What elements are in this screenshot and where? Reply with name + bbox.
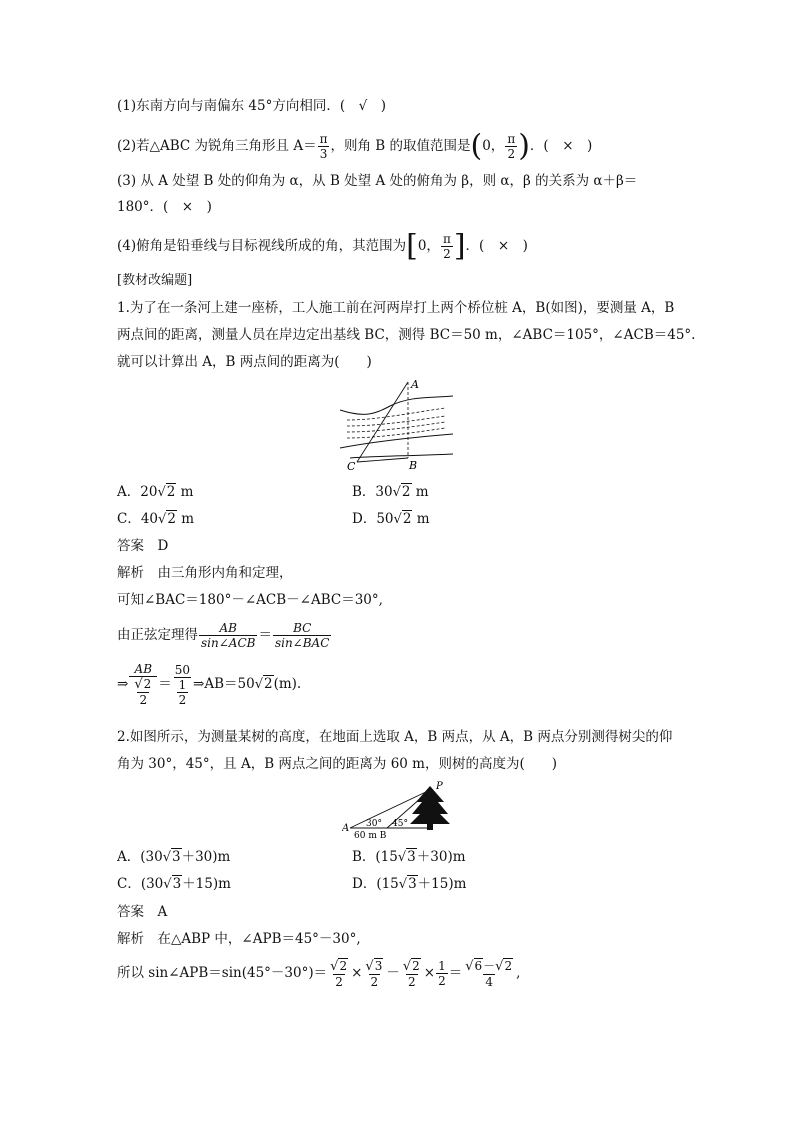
- sqrt: √2: [158, 511, 176, 527]
- open-paren: (: [470, 128, 483, 164]
- radicand: 3: [172, 849, 181, 865]
- frac-num: AB: [219, 621, 237, 635]
- analysis-text: 由正弦定理得: [117, 627, 198, 643]
- frac-den: 2: [335, 974, 343, 989]
- option-suffix: ＋30)m: [181, 849, 231, 865]
- fraction-ab-over-sqrt2-2: [129, 662, 157, 707]
- fig-label-a: A: [411, 378, 419, 391]
- minus-sign: －: [386, 965, 400, 981]
- sqrt: √3: [365, 958, 383, 974]
- times-sign: ×: [423, 965, 436, 981]
- q2-option-c[interactable]: [117, 874, 231, 895]
- frac-num: π: [507, 132, 516, 146]
- radicand: 2: [167, 511, 176, 527]
- option-suffix: m: [411, 484, 429, 500]
- judgment-4-text: (4)俯角是铅垂线与目标视线所成的角，其范围为: [117, 238, 407, 254]
- frac-den: 2: [370, 974, 379, 989]
- frac-den: 3: [319, 147, 328, 161]
- fig-label-c: C: [347, 460, 356, 472]
- frac-num: BC: [293, 621, 312, 635]
- radicand: 2: [504, 958, 513, 973]
- fig-label-b: B: [409, 459, 418, 472]
- frac-den: 2: [139, 693, 148, 707]
- q2-analysis-2: [117, 956, 520, 990]
- tree-icon: [410, 786, 450, 824]
- judgment-2: [117, 128, 593, 164]
- fig-label-a: A: [342, 823, 350, 834]
- radicand: 2: [402, 511, 412, 527]
- option-suffix: ＋30)m: [416, 849, 466, 865]
- fraction-sqrt3-over-2: [363, 959, 385, 989]
- q2-option-b[interactable]: [352, 847, 466, 868]
- tree-height-figure: [342, 780, 452, 840]
- inner-fraction: [132, 677, 154, 707]
- frac-num: [401, 959, 423, 974]
- sqrt: √2: [392, 484, 411, 500]
- judgment-4-interval-start: 0，: [417, 238, 440, 254]
- judgment-2-mark: ．( × ): [529, 138, 593, 154]
- sqrt: √2: [495, 958, 513, 974]
- option-prefix: D．50: [352, 511, 394, 527]
- option-suffix: m: [412, 511, 430, 527]
- q1-analysis-4: [117, 662, 301, 707]
- option-prefix: B．30: [352, 484, 393, 500]
- radicand: 2: [264, 676, 273, 692]
- option-prefix: C．40: [117, 511, 159, 527]
- q2-analysis-1: 解析 在△ABP 中，∠APB＝45°－30°,: [117, 931, 361, 947]
- radicand: 2: [412, 958, 420, 973]
- frac-num: 1: [178, 677, 187, 692]
- q1-option-b[interactable]: [352, 482, 429, 503]
- judgment-4: [117, 228, 528, 264]
- frac-den: [174, 677, 192, 707]
- judgment-3-line2: 180°．( × ): [117, 199, 212, 215]
- q1-line3: 就可以计算出 A，B 两点间的距离为( ): [117, 354, 372, 370]
- fraction-sqrt2-over-2: [401, 959, 423, 989]
- option-prefix: B．(15: [352, 849, 398, 865]
- q1-option-d[interactable]: [352, 509, 430, 530]
- sqrt: √3: [398, 876, 417, 892]
- q1-line2: 两点间的距离，测量人员在岸边定出基线 BC，测得 BC＝50 m，∠ABC＝105°，∠ACB＝45°.: [117, 327, 696, 343]
- frac-den: sin∠ACB: [201, 636, 256, 650]
- frac-num: [132, 677, 154, 692]
- judgment-2-text-a: (2)若△ABC 为锐角三角形且 A＝: [117, 138, 317, 154]
- option-prefix: A．(30: [117, 849, 163, 865]
- sqrt: √2: [157, 484, 176, 500]
- sqrt: √3: [397, 849, 416, 865]
- option-prefix: A．20: [117, 484, 158, 500]
- q1-analysis-2: 可知∠BAC＝180°－∠ACB－∠ABC＝30°,: [117, 592, 383, 608]
- frac-den: 2: [178, 692, 187, 707]
- angle-45-label: 45°: [392, 819, 408, 829]
- radicand: 2: [166, 484, 176, 500]
- q2-line1: 2.如图所示，为测量某树的高度，在地面上选取 A，B 两点，从 A，B 两点分别测得树尖的仰: [117, 729, 673, 745]
- q1-answer: 答案 D: [117, 538, 169, 554]
- frac-num: [328, 959, 350, 974]
- fraction-1-over-2: [436, 959, 448, 988]
- frac-num: [463, 959, 515, 974]
- equals: ＝: [448, 965, 463, 981]
- radicand: 3: [407, 849, 416, 865]
- judgment-2-interval-start: 0，: [482, 138, 505, 154]
- option-prefix: D．(15: [352, 876, 399, 892]
- q2-option-d[interactable]: [352, 874, 466, 895]
- q2-line2: 角为 30°，45°，且 A，B 两点之间的距离为 60 m，则树的高度为( ): [117, 756, 557, 772]
- result-unit: (m).: [273, 676, 302, 692]
- river-bridge-figure: [335, 376, 460, 472]
- radicand: 2: [339, 958, 348, 973]
- option-suffix: ＋15)m: [417, 876, 467, 892]
- frac-num: π: [319, 132, 328, 146]
- fraction-ab-sin-acb: [199, 621, 257, 650]
- judgment-3-line1: (3) 从 A 处望 B 处的仰角为 α，从 B 处望 A 处的俯角为 β，则 α，β 的关系为 α＋β＝: [117, 173, 638, 189]
- angle-30-label: 30°: [366, 819, 382, 829]
- sqrt: √2: [393, 511, 412, 527]
- minus-sign: －: [483, 958, 496, 973]
- sqrt: √2: [330, 958, 348, 974]
- q2-answer: 答案 A: [117, 904, 168, 920]
- radicand: 6: [474, 958, 483, 973]
- times-sign: ×: [351, 965, 363, 981]
- q1-analysis-3: [117, 620, 332, 650]
- judgment-1: (1)东南方向与南偏东 45°方向相同．( √ ): [117, 98, 386, 114]
- sqrt: √3: [162, 849, 181, 865]
- sqrt: √2: [134, 677, 152, 692]
- fraction-50-over-half: [173, 663, 192, 707]
- equals: ＝: [158, 676, 172, 692]
- frac-den: [129, 676, 157, 707]
- frac-num: 1: [438, 959, 446, 973]
- q2-option-a[interactable]: [117, 847, 230, 868]
- frac-num: [363, 959, 385, 974]
- q1-option-a[interactable]: [117, 482, 193, 503]
- radicand: 3: [374, 958, 383, 973]
- comma: ,: [516, 965, 521, 981]
- option-suffix: ＋15)m: [182, 876, 231, 892]
- close-bracket: ]: [453, 228, 466, 264]
- frac-num: π: [442, 232, 451, 246]
- frac-num: AB: [134, 662, 153, 676]
- close-paren: ): [518, 128, 530, 164]
- frac-den: 2: [443, 247, 451, 261]
- result-text: ⇒AB＝50: [193, 676, 255, 692]
- frac-den: 2: [507, 147, 516, 161]
- q1-analysis-1: 解析 由三角形内角和定理，: [117, 565, 293, 581]
- radicand: 3: [408, 876, 417, 892]
- frac-den: 2: [438, 974, 446, 988]
- frac-den: sin∠BAC: [274, 636, 330, 650]
- distance-label: 60 m B: [354, 831, 387, 840]
- frac-num: 50: [174, 662, 191, 677]
- sqrt: √6: [465, 958, 483, 974]
- inner-fraction: [177, 678, 189, 707]
- fraction-sqrt2-over-2: [328, 959, 350, 989]
- open-bracket: [: [406, 228, 418, 264]
- option-suffix: m: [176, 511, 194, 527]
- equals: ＝: [258, 627, 272, 643]
- q1-line1: 1.为了在一条河上建一座桥，工人施工前在河两岸打上两个桥位桩 A，B(如图)，要测量 A，B: [117, 300, 675, 316]
- option-suffix: m: [176, 484, 194, 500]
- section-title: [教材改编题]: [117, 273, 193, 288]
- fraction-pi-over-2: [441, 232, 453, 261]
- q1-option-c[interactable]: [117, 509, 194, 530]
- sqrt: √2: [402, 958, 420, 974]
- option-prefix: C．(30: [117, 876, 164, 892]
- sqrt: √3: [163, 876, 182, 892]
- fraction-bc-sin-bac: [273, 621, 331, 650]
- frac-den: 2: [407, 974, 416, 989]
- sqrt: √2: [254, 676, 273, 692]
- frac-den: 4: [485, 974, 493, 989]
- fig-label-p: P: [436, 781, 443, 792]
- fraction-sqrt6-minus-sqrt2-over-4: [463, 959, 515, 989]
- implies: ⇒: [117, 676, 129, 692]
- judgment-2-text-b: ，则角 B 的取值范围是: [330, 138, 471, 154]
- analysis-text: 所以 sin∠APB＝sin(45°－30°)＝: [117, 965, 328, 981]
- judgment-4-mark: ．( × ): [465, 238, 528, 254]
- radicand: 3: [172, 876, 182, 892]
- radicand: 2: [401, 484, 411, 500]
- fraction-pi-over-3: [318, 132, 330, 161]
- fraction-pi-over-2: [505, 132, 517, 161]
- radicand: 2: [143, 677, 152, 691]
